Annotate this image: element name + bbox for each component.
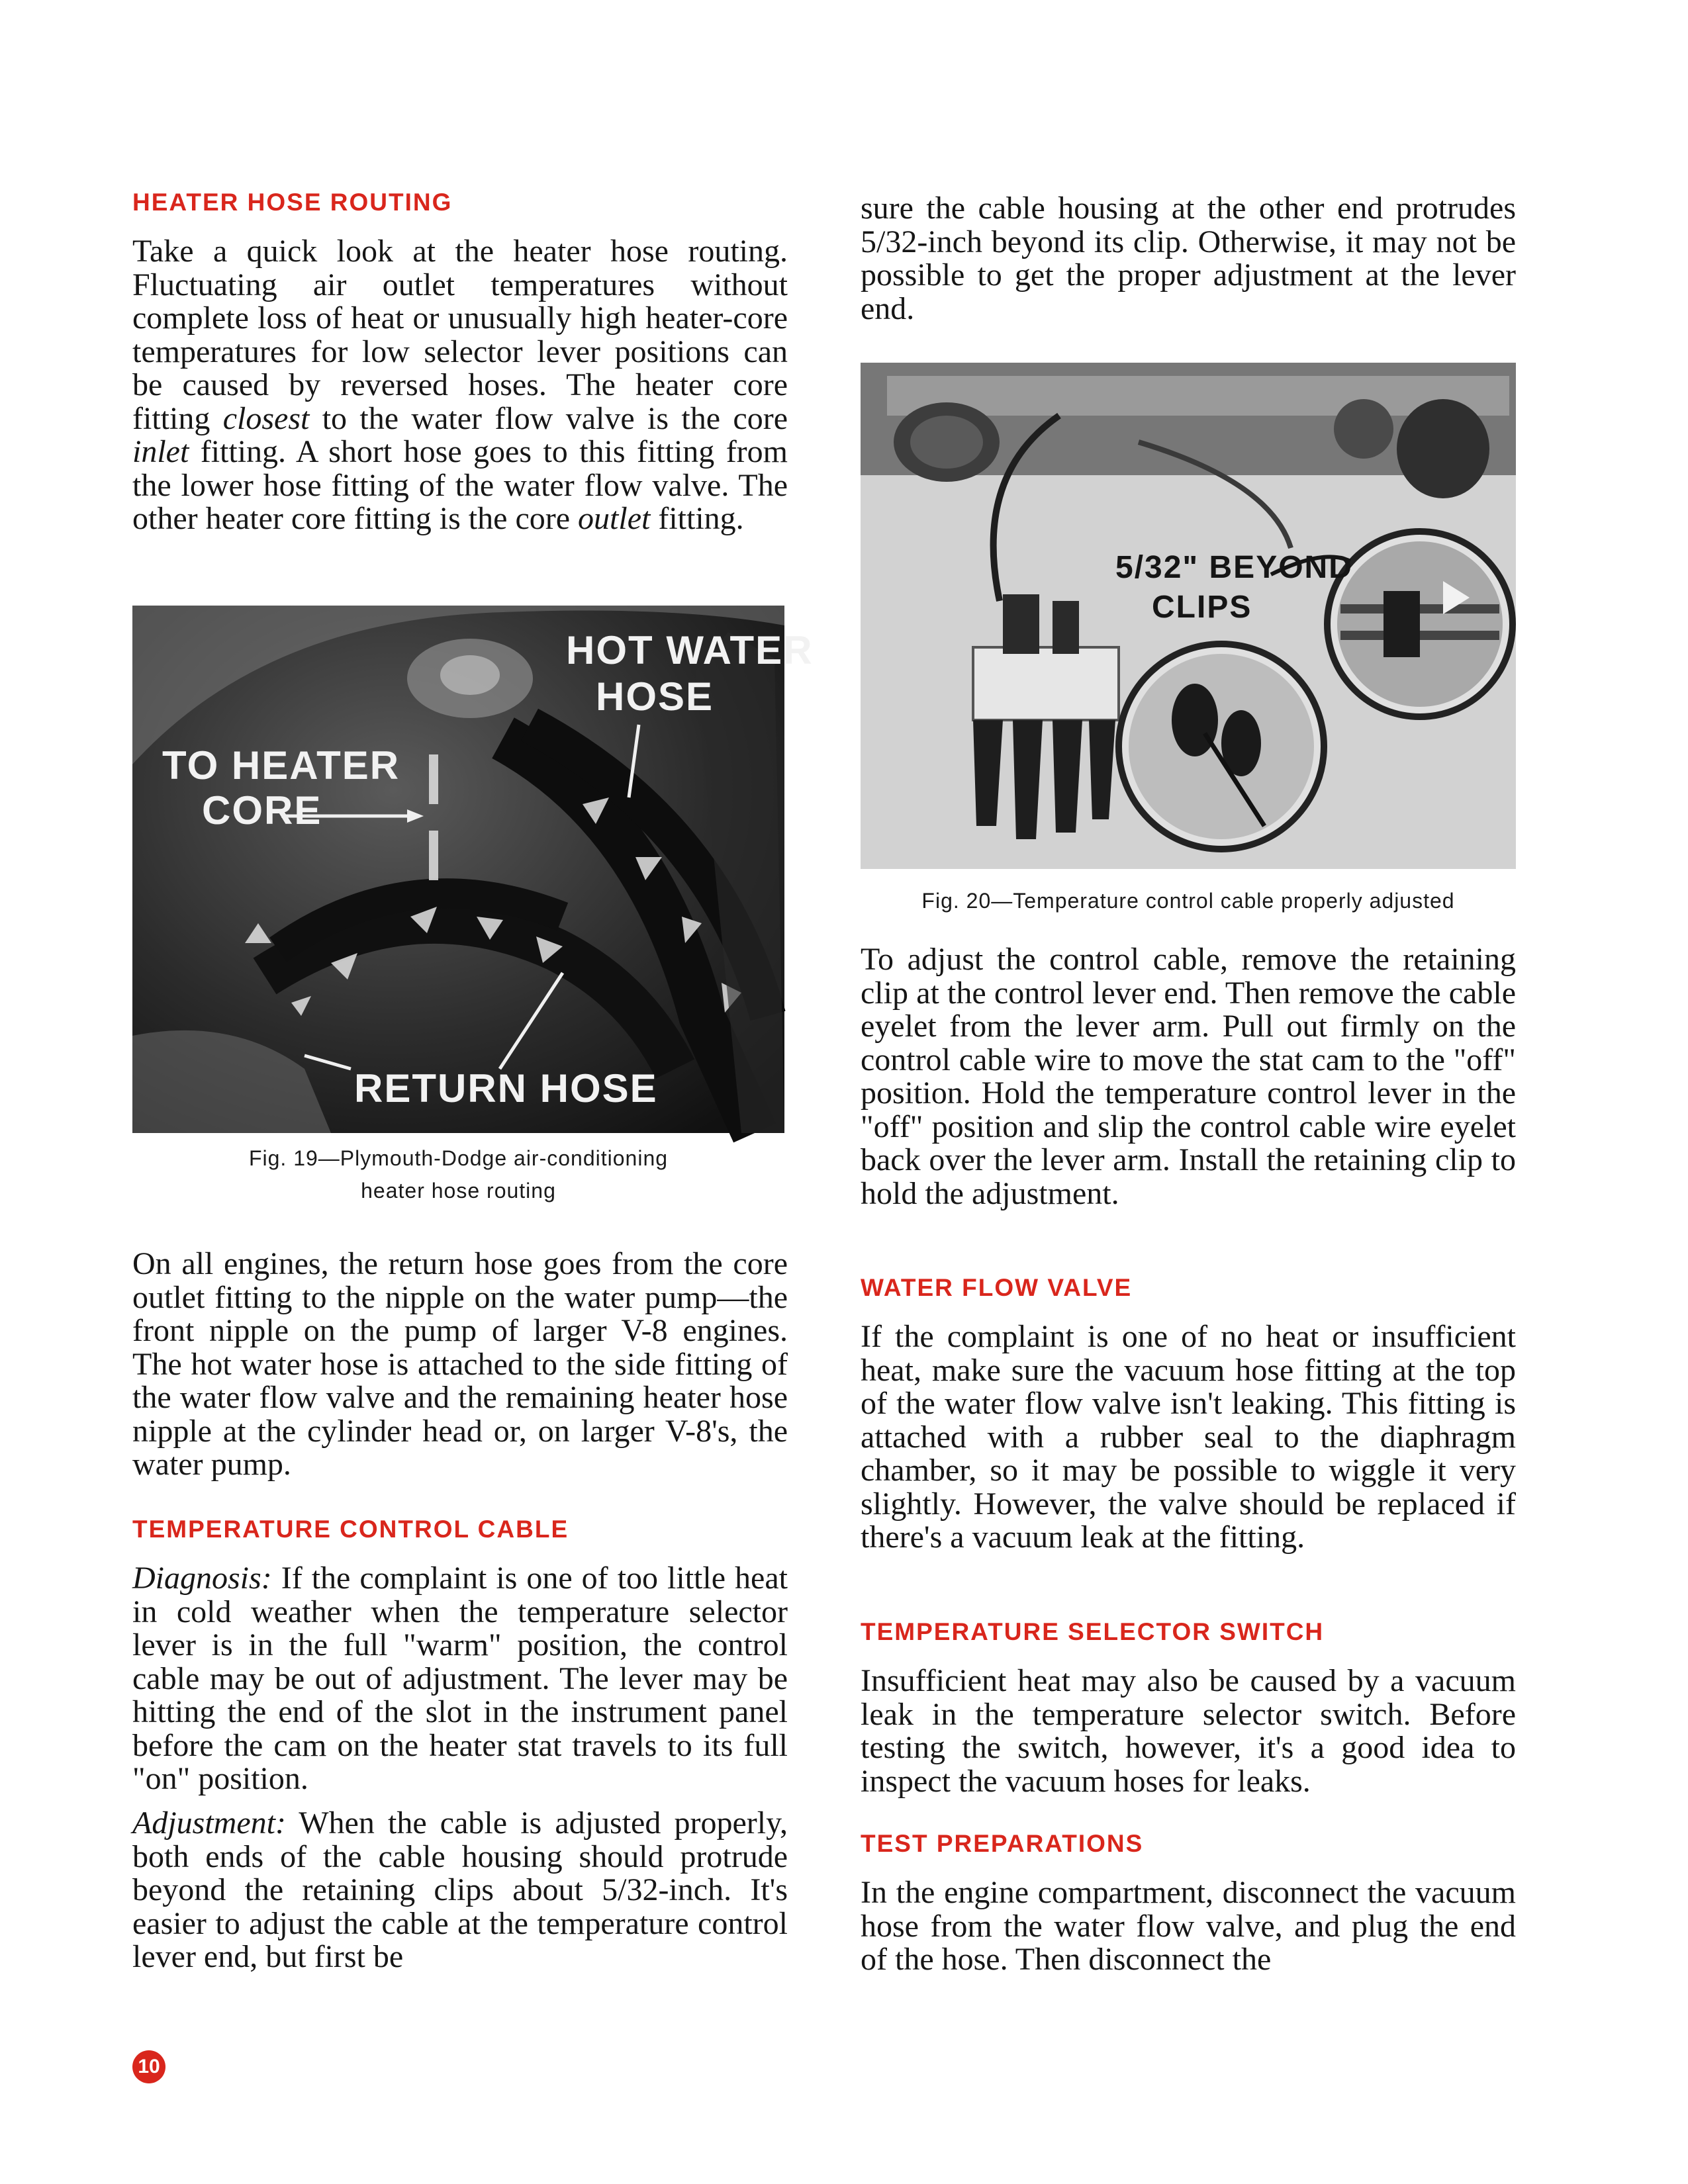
- para-adjustment: Adjustment: When the cable is adjusted properly, both ends of the cable housing should protrude beyond the retaining clips about 5/32-inch. It's easier to adjust the cable at the temperature control lever end, but first be: [132, 1805, 788, 1974]
- heading-test-preparations: TEST PREPARATIONS: [861, 1830, 1144, 1857]
- figure-19-photo: [132, 606, 814, 1133]
- para-diagnosis: Diagnosis: If the complaint is one of too little heat in cold weather when the temperature selector lever is in the full "warm" position, the control cable may be out of adjustment. The lever may be hitting the end of the slot in the instrument panel before the cam on the heater stat travels to its full "on" position.: [132, 1561, 788, 1796]
- heading-temperature-control-cable: TEMPERATURE CONTROL CABLE: [132, 1516, 569, 1543]
- caption-line: Fig. 19—Plymouth-Dodge air-conditioning: [248, 1146, 669, 1170]
- svg-text:TO HEATER: TO HEATER: [162, 743, 400, 788]
- para-test-preparations: In the engine compartment, disconnect the vacuum hose from the water flow valve, and plug the end of the hose. Then disconnect the: [861, 1875, 1516, 1977]
- svg-text:CLIPS: CLIPS: [1152, 590, 1252, 625]
- figure-20-photo: [861, 363, 1516, 869]
- para-hose-routing: Take a quick look at the heater hose routing. Fluctuating air outlet temperatures without complete loss of heat or unusually high heater-core temperatures for low selector lever positions can be caused by reversed hoses. The heater core fitting closest to the water flow valve is the core inlet fitting. A short hose goes to this fitting from the lower hose fitting of the water flow valve. The other heater core fitting is the core outlet fitting.: [132, 234, 788, 536]
- heading-temperature-selector-switch: TEMPERATURE SELECTOR SWITCH: [861, 1618, 1325, 1645]
- svg-text:5/32" BEYOND: 5/32" BEYOND: [1115, 550, 1353, 585]
- para-adjust-cable: To adjust the control cable, remove the retaining clip at the control lever end. Then remove the cable eyelet from the lever arm. Pull out firmly on the control cable wire to move the stat cam to the "off" position. Hold the temperature control lever in the "off" position and slip the control cable wire eyelet back over the lever arm. Install the retaining clip to hold the adjustment.: [861, 942, 1516, 1211]
- para-cable-continued: sure the cable housing at the other end protrudes 5/32-inch beyond its clip. Otherwise, it may not be possible to get the proper adjustment at the lever end.: [861, 191, 1516, 326]
- heading-heater-hose-routing: HEATER HOSE ROUTING: [132, 189, 453, 216]
- svg-text:HOSE: HOSE: [596, 674, 714, 719]
- para-return-hose: On all engines, the return hose goes from the core outlet fitting to the nipple on the water pump—the front nipple on the pump of larger V-8 engines. The hot water hose is attached to the side fitting of the water flow valve and the remaining heater hose nipple at the cylinder head or, on larger V-8's, the water pump.: [132, 1246, 788, 1482]
- figure-19-caption: [132, 1142, 784, 1207]
- page-number-badge: 10: [132, 2050, 165, 2083]
- svg-text:RETURN HOSE: RETURN HOSE: [354, 1066, 658, 1111]
- svg-text:CORE: CORE: [202, 788, 322, 833]
- para-water-flow-valve: If the complaint is one of no heat or insufficient heat, make sure the vacuum hose fitting at the top of the water flow valve isn't leaking. This fitting is attached with a rubber seal to the diaphragm chamber, so it may be possible to wiggle it very slightly. However, the valve should be replaced if there's a vacuum leak at the fitting.: [861, 1319, 1516, 1555]
- heading-water-flow-valve: WATER FLOW VALVE: [861, 1274, 1133, 1301]
- caption-line: heater hose routing: [361, 1179, 556, 1203]
- figure-20-caption: Fig. 20—Temperature control cable properly adjusted: [921, 889, 1455, 913]
- svg-text:HOT WATER: HOT WATER: [566, 628, 814, 672]
- para-selector-switch: Insufficient heat may also be caused by a vacuum leak in the temperature selector switch. Before testing the switch, however, it's a good idea to inspect the vacuum hoses for leaks.: [861, 1663, 1516, 1799]
